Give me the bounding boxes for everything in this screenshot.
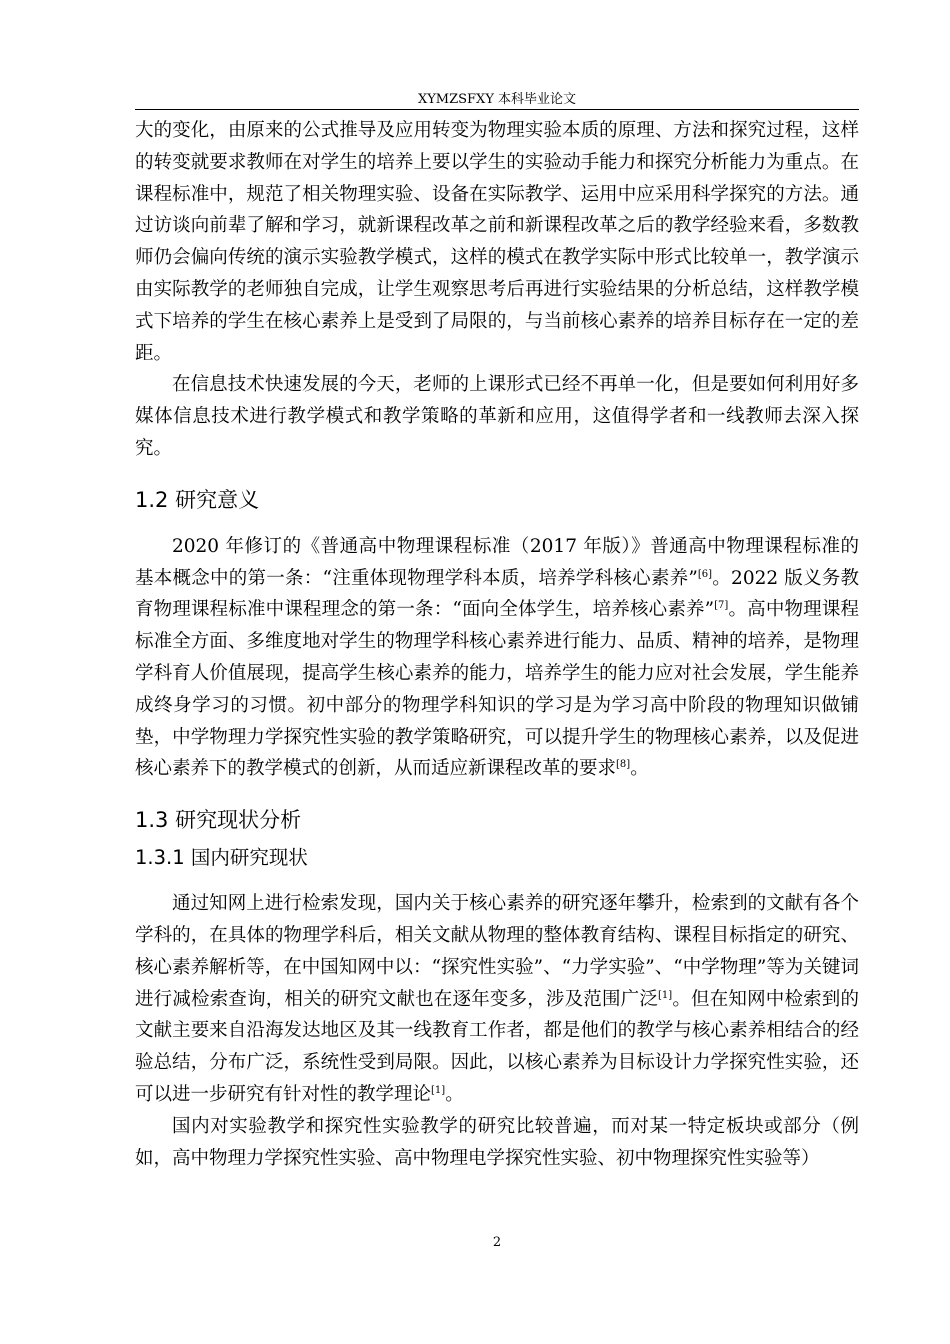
significance-text-1: 2020 年修订的《普通高中物理课程标准（2017 年版）》普通高中物理课程标准的基本概念中的第一条：“注重体现物理学科本质，培养学科核心素养” xyxy=(135,535,859,589)
page-number: 2 xyxy=(492,1235,502,1250)
document-body xyxy=(135,115,859,1174)
header-divider xyxy=(135,109,859,110)
page-header xyxy=(135,92,859,108)
section-heading-1-2: 1.2 研究意义 xyxy=(135,487,260,512)
significance-text-2: 。2022 版义务教育物理课程标准中课程理念的第一条：“面向全体学生，培养核心素养” xyxy=(135,567,859,621)
citation-6: [6] xyxy=(697,568,713,580)
section-heading-1-3: 1.3 研究现状分析 xyxy=(135,808,302,833)
paragraph-research-significance xyxy=(135,531,859,785)
citation-1-b: [1] xyxy=(431,1084,446,1096)
significance-text-4: 。 xyxy=(630,758,649,780)
domestic-text-3: 。 xyxy=(445,1083,464,1105)
citation-8: [8] xyxy=(616,759,631,771)
paragraph-background-continued: 大的变化，由原来的公式推导及应用转变为物理实验本质的原理、方法和探究过程，这样的转变就要求教师在对学生的培养上要以学生的实验动手能力和探究分析能力为重点。在课程标准中，规范了相关物理实验、设备在实际教学、运用中应采用科学探究的方法。通过访谈向前辈了解和学习，就新课程改革之前和新课程改革之后的教学经验来看，多数教师仍会偏向传统的演示实验教学模式，这样的模式在教学实际中形式比较单一，教学演示由实际教学的老师独自完成，让学生观察思考后再进行实验结果的分析总结，这样教学模式下培养的学生在核心素养上是受到了局限的，与当前核心素养的培养目标存在一定的差距。 xyxy=(135,120,859,364)
paragraph-info-technology: 在信息技术快速发展的今天，老师的上课形式已经不再单一化，但是要如何利用好多媒体信息技术进行教学模式和教学策略的革新和应用，这值得学者和一线教师去深入探究。 xyxy=(135,374,859,459)
citation-1-a: [1] xyxy=(658,989,673,1001)
citation-7: [7] xyxy=(714,600,729,612)
header-title: XYMZSFXY 本科毕业论文 xyxy=(417,92,577,107)
significance-text-3: 。高中物理课程标准全方面、多维度地对学生的物理学科核心素养进行能力、品质、精神的培养，是物理学科育人价值展现，提高学生核心素养的能力，培养学生的能力应对社会发展，学生能养成终身学习的习惯。初中部分的物理学科知识的学习是为学习高中阶段的物理知识做铺垫，中学物理力学探究性实验的教学策略研究，可以提升学生的物理核心素养，以及促进核心素养下的教学模式的创新，从而适应新课程改革的要求 xyxy=(135,599,859,780)
subsection-heading-1-3-1: 1.3.1 国内研究现状 xyxy=(135,846,308,870)
paragraph-domestic-research xyxy=(135,888,859,1111)
paragraph-experimental-teaching: 国内对实验教学和探究性实验教学的研究比较普遍，而对某一特定板块或部分（例如，高中物理力学探究性实验、高中物理电学探究性实验、初中物理探究性实验等） xyxy=(135,1115,859,1169)
domestic-text-1: 通过知网上进行检索发现，国内关于核心素养的研究逐年攀升，检索到的文献有各个学科的，在具体的物理学科后，相关文献从物理的整体教育结构、课程目标指定的研究、核心素养解析等，在中国知网中以：“探究性实验”、“力学实验”、“中学物理”等为关键词进行减检索查询，相关的研究文献也在逐年变多，涉及范围广泛 xyxy=(135,893,859,1010)
domestic-text-2: 。但在知网中检索到的文献主要来自沿海发达地区及其一线教育工作者，都是他们的教学与核心素养相结合的经验总结，分布广泛，系统性受到局限。因此，以核心素养为目标设计力学探究性实验，还可以进一步研究有针对性的教学理论 xyxy=(135,988,859,1105)
